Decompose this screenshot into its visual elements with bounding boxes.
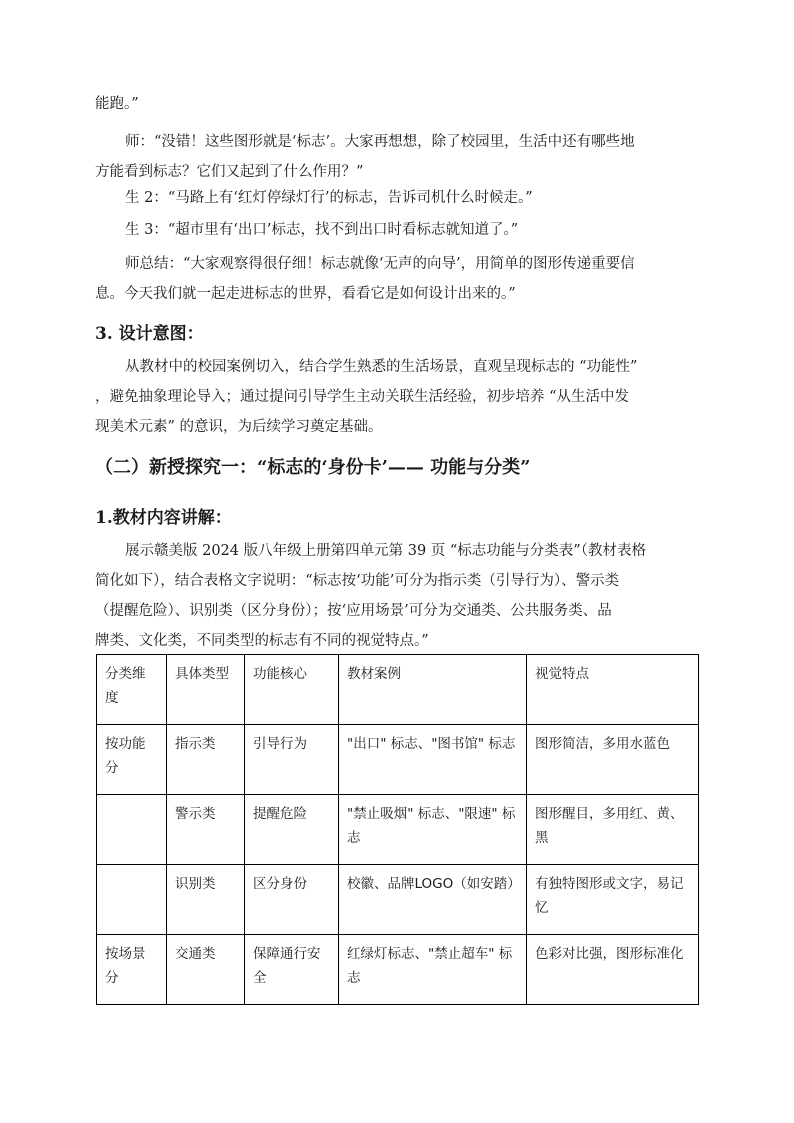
table-header-cell: 视觉特点 [527, 655, 699, 725]
table-cell: 警示类 [167, 795, 245, 865]
table-cell: 按功能分 [97, 725, 167, 795]
table-cell: 指示类 [167, 725, 245, 795]
paragraph-teacher-question [95, 127, 700, 187]
paragraph-student-2 [95, 183, 700, 213]
classification-table [96, 654, 699, 1005]
text-line: 生 2：“马路上有‘红灯停绿灯行’的标志，告诉司机什么时候走。” [125, 190, 533, 206]
table-header-cell: 教材案例 [339, 655, 527, 725]
table-row [97, 935, 699, 1005]
text-line: 简化如下），结合表格文字说明：“标志按‘功能’可分为指示类（引导行为）、警示类 [95, 573, 620, 589]
table-header-cell: 分类维度 [97, 655, 167, 725]
table-cell: 红绿灯标志、"禁止超车" 标志 [339, 935, 527, 1005]
text-line: 师总结：“大家观察得很仔细！标志就像‘无声的向导’，用简单的图形传递重要信 [125, 256, 635, 272]
table-cell: 保障通行安全 [245, 935, 339, 1005]
table-cell: 交通类 [167, 935, 245, 1005]
text-line: 能跑。” [95, 96, 139, 112]
table-cell: 校徽、品牌LOGO（如安踏） [339, 865, 527, 935]
paragraph-continuation [95, 89, 700, 119]
paragraph-student-3 [95, 215, 700, 245]
heading-design-intent: 3. 设计意图： [95, 324, 204, 344]
table-cell: 图形醒目，多用红、黄、黑 [527, 795, 699, 865]
table-cell: 有独特图形或文字，易记忆 [527, 865, 699, 935]
text-line: 展示赣美版 2024 版八年级上册第四单元第 39 页 “标志功能与分类表”（教材表格 [125, 543, 646, 559]
table-cell: 识别类 [167, 865, 245, 935]
paragraph-design-intent [95, 352, 700, 442]
heading-new-lesson: （二）新授探究一：“标志的‘身份卡’—— 功能与分类” [95, 457, 531, 478]
text-line: 生 3：“超市里有‘出口’标志，找不到出口时看标志就知道了。” [125, 222, 519, 238]
paragraph-textbook-content [95, 536, 700, 656]
table-row [97, 725, 699, 795]
table-row [97, 865, 699, 935]
text-line: 牌类、文化类，不同类型的标志有不同的视觉特点。” [95, 633, 429, 649]
text-line: 息。今天我们就一起走进标志的世界，看看它是如何设计出来的。” [95, 286, 516, 302]
table-cell [97, 795, 167, 865]
paragraph-teacher-summary [95, 249, 700, 309]
table-cell: 按场景分 [97, 935, 167, 1005]
table-header-row [97, 655, 699, 725]
text-line: 师：“没错！这些图形就是‘标志’。大家再想想，除了校园里，生活中还有哪些地 [125, 134, 635, 150]
text-line: 方能看到标志？它们又起到了什么作用？” [95, 164, 364, 180]
table-cell [97, 865, 167, 935]
table-cell: "禁止吸烟" 标志、"限速" 标志 [339, 795, 527, 865]
table-cell: 图形简洁，多用水蓝色 [527, 725, 699, 795]
table-cell: 提醒危险 [245, 795, 339, 865]
table-cell: 色彩对比强，图形标准化 [527, 935, 699, 1005]
table-header-cell: 具体类型 [167, 655, 245, 725]
heading-textbook-content: 1.教材内容讲解： [95, 508, 232, 528]
table-cell: 区分身份 [245, 865, 339, 935]
table-cell: "出口" 标志、"图书馆" 标志 [339, 725, 527, 795]
text-line: 从教材中的校园案例切入，结合学生熟悉的生活场景，直观呈现标志的 “功能性” [125, 359, 638, 375]
text-line: ，避免抽象理论导入；通过提问引导学生主动关联生活经验，初步培养 “从生活中发 [95, 389, 630, 405]
text-line: 现美术元素” 的意识，为后续学习奠定基础。 [95, 419, 383, 435]
table-header-cell: 功能核心 [245, 655, 339, 725]
text-line: （提醒危险）、识别类（区分身份）；按‘应用场景’可分为交通类、公共服务类、品 [95, 603, 612, 619]
table-cell: 引导行为 [245, 725, 339, 795]
table-row [97, 795, 699, 865]
